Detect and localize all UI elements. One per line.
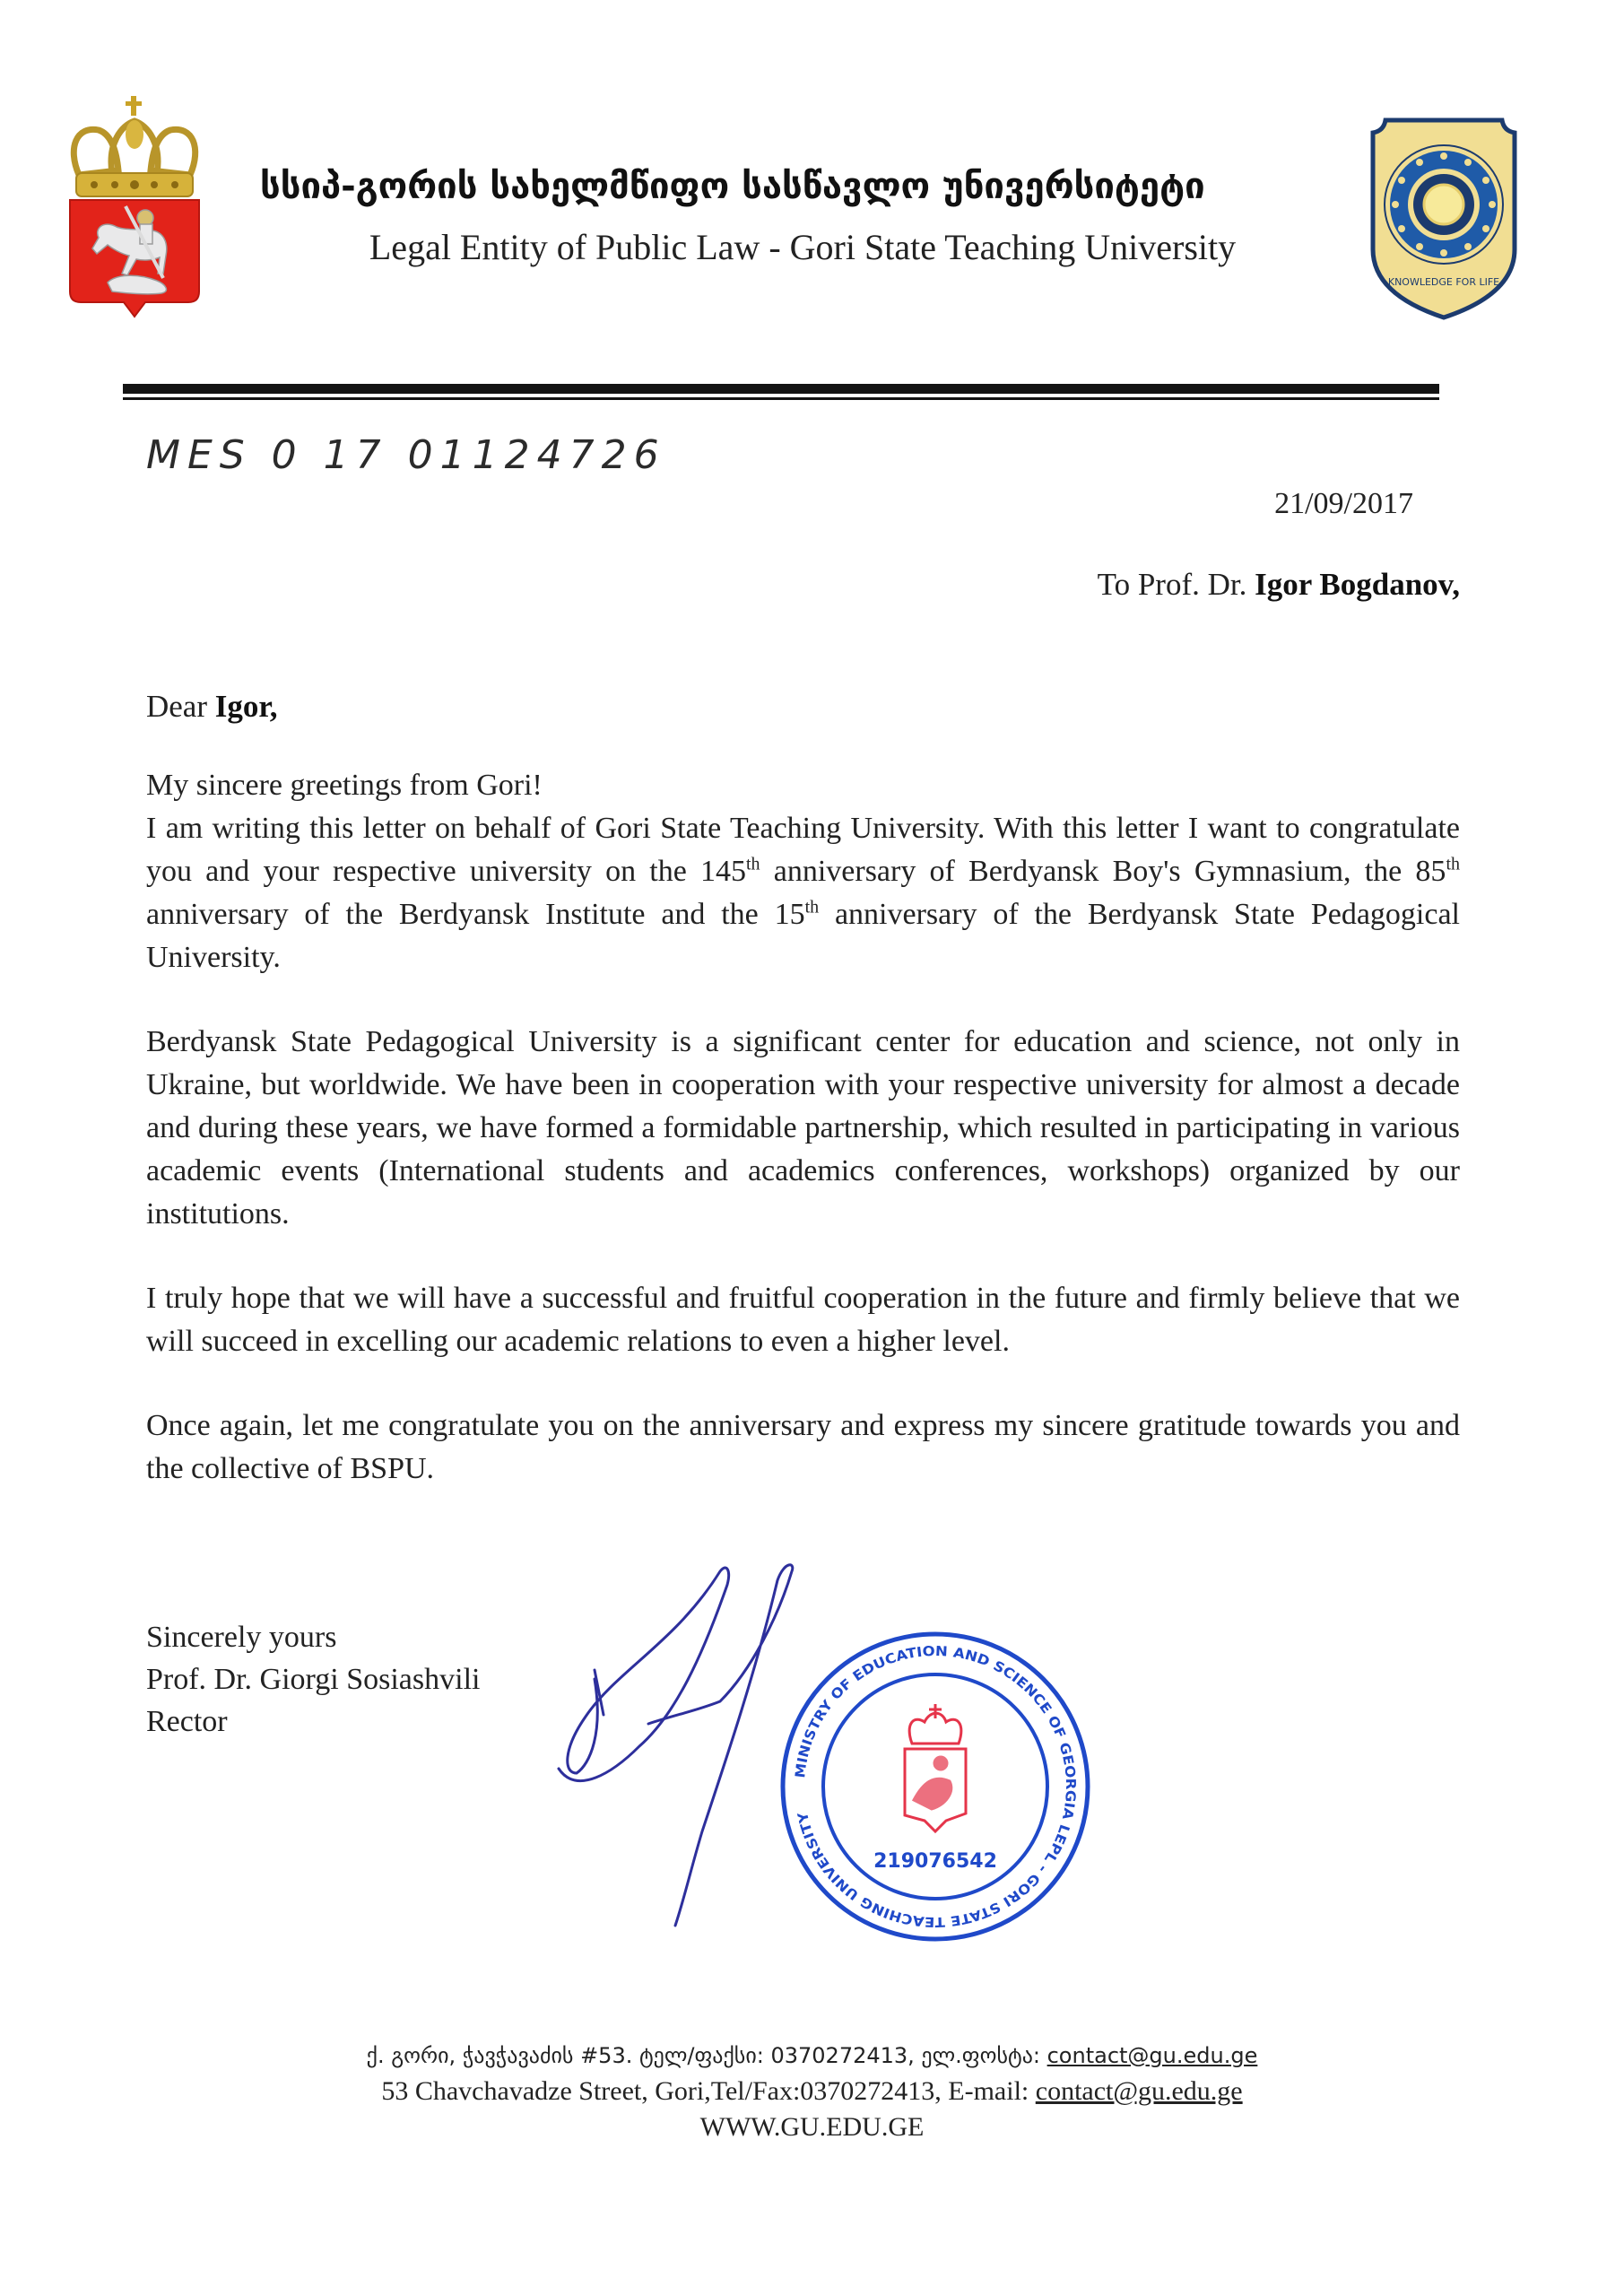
gratitude-paragraph: Once again, let me congratulate you on the anniversary and express my sincere gratitude towards you and the collective of BSPU.	[146, 1409, 1460, 1485]
header-rule-thin	[123, 397, 1439, 400]
signatory-name: Prof. Dr. Giorgi Sosiashvili	[146, 1663, 481, 1696]
body-paragraph-1	[146, 764, 1460, 979]
footer-georgian-text: ქ. გორი, ჭავჭავაძის #53. ტელ/ფაქსი: 0370272413, ელ.ფოსტა:	[366, 2043, 1047, 2068]
salutation-name: Igor,	[214, 689, 278, 724]
salutation-prefix: Dear	[146, 689, 208, 724]
header-title-english: Legal Entity of Public Law - Gori State Teaching University	[369, 227, 1237, 267]
stamp-outer-text: MINISTRY OF EDUCATION AND SCIENCE OF GEORGIA LEPL - GORI STATE TEACHING UNIVERSITY	[792, 1642, 1080, 1931]
cooperation-paragraph: Berdyansk State Pedagogical University is a significant center for education and science, not only in Ukraine, but worldwide. We have been in cooperation with your respective university for almost a decade and during these years, we have formed a formidable partnership, which resulted in participating in various academic events (International students and academics conferences, workshops) organized by our institutions.	[146, 1025, 1460, 1231]
letter-footer	[0, 2038, 1624, 2145]
hope-paragraph: I truly hope that we will have a successful and fruitful cooperation in the future and firmly believe that we will succeed in excelling our academic relations to even a higher level.	[146, 1282, 1460, 1358]
p1-sup-1: th	[746, 854, 760, 874]
p1-text-a: I am writing this letter on behalf of Gori State Teaching University. With this letter I want to congratulate you and your respective university on the 145	[146, 812, 1460, 888]
p1-text-c: anniversary of the Berdyansk Institute and the 15	[146, 898, 805, 931]
reference-number: MES 0 17 01124726	[146, 432, 666, 478]
official-stamp-icon	[774, 1625, 1097, 1948]
footer-address-georgian	[0, 2038, 1624, 2074]
recipient-prefix: To Prof. Dr.	[1097, 567, 1247, 602]
anniversary-paragraph	[146, 807, 1460, 979]
p1-sup-2: th	[1446, 854, 1460, 874]
p1-text-b: anniversary of Berdyansk Boy's Gymnasium, the 85	[760, 855, 1446, 888]
signature-icon	[541, 1544, 810, 1930]
footer-english-text: 53 Chavchavadze Street, Gori,Tel/Fax:0370272413, E-mail:	[381, 2076, 1036, 2106]
greeting-line: My sincere greetings from Gori!	[146, 769, 543, 802]
header-title-georgian: სსიპ-გორის სახელმწიფო სასწავლო უნივერსიტეტი	[260, 166, 1205, 207]
recipient-line	[146, 563, 1460, 606]
body-paragraph-3	[146, 1277, 1460, 1363]
footer-email-link-english[interactable]: contact@gu.edu.ge	[1035, 2076, 1243, 2106]
closing-block	[146, 1616, 523, 1743]
salutation	[146, 685, 1460, 728]
body-paragraph-2	[146, 1021, 1460, 1236]
crown-icon	[74, 96, 195, 196]
footer-email-link-georgian[interactable]: contact@gu.edu.ge	[1046, 2043, 1258, 2068]
letter-body	[146, 429, 1460, 2145]
body-paragraph-4	[146, 1405, 1460, 1491]
p1-text-d: anniversary of the Berdyansk State Pedagogical University.	[146, 898, 1460, 974]
recipient-name: Igor Bogdanov,	[1255, 567, 1460, 602]
university-shield-icon	[1368, 115, 1520, 321]
shield-motto: KNOWLEDGE FOR LIFE	[1387, 276, 1500, 288]
header-rule-thick	[123, 384, 1439, 394]
coat-of-arms-icon	[63, 94, 206, 318]
footer-website[interactable]: WWW.GU.EDU.GE	[699, 2112, 925, 2142]
p1-sup-3: th	[804, 897, 820, 918]
stamp-number: 219076542	[873, 1850, 997, 1873]
letter-date: 21/09/2017	[1274, 487, 1413, 520]
signature-area	[146, 1544, 1460, 1966]
signatory-position: Rector	[146, 1705, 228, 1738]
valediction: Sincerely yours	[146, 1621, 337, 1654]
footer-address-english	[0, 2074, 1624, 2109]
